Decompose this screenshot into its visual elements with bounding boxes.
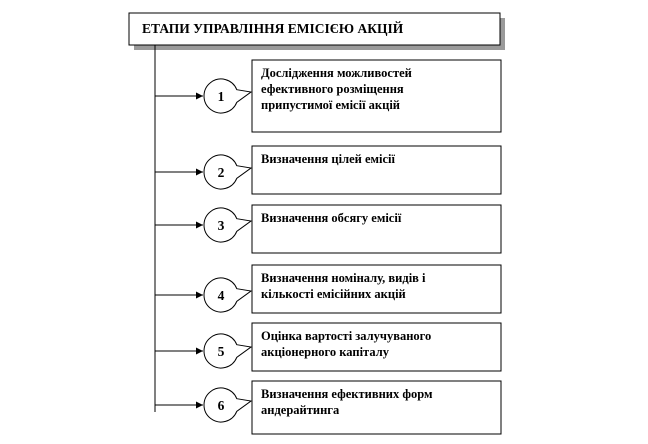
step-number-callout [204, 79, 251, 113]
step-2 [155, 146, 501, 194]
title-block [129, 13, 505, 50]
step-label-line: припустимої емісії акцій [261, 98, 400, 112]
step-number: 6 [217, 398, 225, 413]
step-label-line: Визначення ефективних форм [261, 387, 433, 401]
step-number: 1 [217, 89, 225, 104]
step-number-callout [204, 155, 251, 189]
step-label-line: Визначення цілей емісії [261, 152, 395, 166]
step-number-callout [204, 208, 251, 242]
step-number-callout [204, 388, 251, 422]
step-number: 4 [217, 288, 225, 303]
step-label-line: Визначення номіналу, видів і [261, 271, 426, 285]
step-number: 3 [217, 218, 225, 233]
step-1 [155, 60, 501, 132]
step-6 [155, 381, 501, 434]
step-label-line: андерайтинга [261, 403, 340, 417]
step-4 [155, 265, 501, 313]
diagram-title: ЕТАПИ УПРАВЛІННЯ ЕМІСІЄЮ АКЦІЙ [142, 21, 404, 36]
step-3 [155, 205, 501, 253]
step-label-line: кількості емісійних акцій [261, 287, 406, 301]
step-label-line: Визначення обсягу емісії [261, 211, 402, 225]
step-label-line: акціонерного капіталу [261, 345, 389, 359]
steps-group [155, 60, 501, 434]
step-number: 2 [217, 165, 225, 180]
step-number-callout [204, 334, 251, 368]
step-number: 5 [217, 344, 225, 359]
step-label-line: Оцінка вартості залучуваного [261, 329, 432, 343]
step-label-line: Дослідження можливостей [261, 66, 412, 80]
step-label-line: ефективного розміщення [261, 82, 404, 96]
step-5 [155, 323, 501, 371]
step-number-callout [204, 278, 251, 312]
